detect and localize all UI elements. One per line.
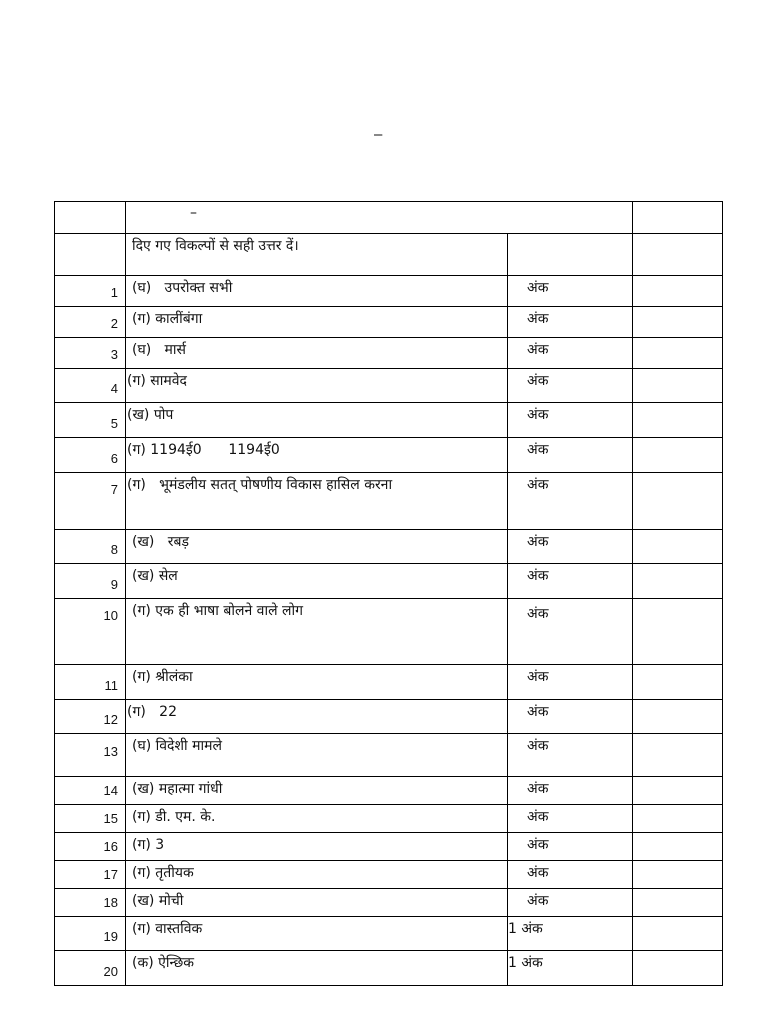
question-number: 3	[55, 338, 126, 369]
question-number: 7	[55, 473, 126, 530]
extra-cell	[633, 777, 723, 805]
table-row	[55, 700, 723, 734]
answer-text: (ग) तृतीयक	[126, 861, 508, 889]
question-number: 11	[55, 665, 126, 700]
extra-cell	[633, 889, 723, 917]
answer-text: (घ) मार्स	[126, 338, 508, 369]
marks-text: अंक	[508, 665, 633, 700]
marks-text: अंक	[508, 438, 633, 473]
marks-text: अंक	[508, 861, 633, 889]
question-number: 15	[55, 805, 126, 833]
table-row	[55, 599, 723, 665]
marks-text: 1 अंक	[508, 917, 633, 951]
table-row	[55, 438, 723, 473]
marks-text: अंक	[508, 369, 633, 403]
table-row	[55, 951, 723, 986]
answer-text: (ख) रबड़	[126, 530, 508, 564]
table-row	[55, 734, 723, 777]
answer-text: (ग) 1194ई0 1194ई0	[126, 438, 508, 473]
extra-cell	[633, 438, 723, 473]
marks-text: 1 अंक	[508, 951, 633, 986]
table-row	[55, 833, 723, 861]
question-number: 16	[55, 833, 126, 861]
table-row	[55, 276, 723, 307]
extra-cell	[633, 917, 723, 951]
marks-text: अंक	[508, 700, 633, 734]
answer-text: (ग) श्रीलंका	[126, 665, 508, 700]
marks-text: अंक	[508, 564, 633, 599]
extra-cell	[633, 403, 723, 438]
marks-text: अंक	[508, 833, 633, 861]
table-row	[55, 805, 723, 833]
page-dash: –	[374, 126, 383, 143]
answer-text: (ग) भूमंडलीय सतत् पोषणीय विकास हासिल करना	[126, 473, 508, 530]
marks-text: अंक	[508, 338, 633, 369]
table-row	[55, 473, 723, 530]
answer-text: (ग) सामवेद	[126, 369, 508, 403]
header-dash: –	[190, 205, 197, 221]
question-number: 1	[55, 276, 126, 307]
table-row	[55, 889, 723, 917]
answer-text: (ग) कालींबंगा	[126, 307, 508, 338]
question-number: 4	[55, 369, 126, 403]
extra-cell	[633, 861, 723, 889]
answer-key-table	[54, 201, 723, 986]
table-row	[55, 917, 723, 951]
extra-cell	[633, 951, 723, 986]
extra-cell	[633, 564, 723, 599]
table-row	[55, 530, 723, 564]
answer-text: (ग) 22	[126, 700, 508, 734]
answer-text: (ख) सेल	[126, 564, 508, 599]
answer-text: (क) ऐन्छिक	[126, 951, 508, 986]
marks-text: अंक	[508, 473, 633, 530]
question-number: 6	[55, 438, 126, 473]
question-number: 5	[55, 403, 126, 438]
table-row	[55, 564, 723, 599]
table-row	[55, 338, 723, 369]
answer-text: (ग) 3	[126, 833, 508, 861]
answer-text: (ग) वास्तविक	[126, 917, 508, 951]
marks-text: अंक	[508, 276, 633, 307]
question-number: 14	[55, 777, 126, 805]
marks-text: अंक	[508, 403, 633, 438]
extra-cell	[633, 338, 723, 369]
extra-cell	[633, 805, 723, 833]
header-extra-cell	[633, 202, 723, 234]
question-number: 18	[55, 889, 126, 917]
answer-text: (ग) डी. एम. के.	[126, 805, 508, 833]
question-number: 12	[55, 700, 126, 734]
answer-text: (ख) पोप	[126, 403, 508, 438]
table-row	[55, 403, 723, 438]
extra-cell	[633, 599, 723, 665]
extra-cell	[633, 473, 723, 530]
answer-text: (घ) उपरोक्त सभी	[126, 276, 508, 307]
table-row	[55, 307, 723, 338]
extra-cell	[633, 833, 723, 861]
question-number: 20	[55, 951, 126, 986]
answer-text: (घ) विदेशी मामले	[126, 734, 508, 777]
question-number: 10	[55, 599, 126, 665]
table-row	[55, 369, 723, 403]
question-number: 19	[55, 917, 126, 951]
instruction-text: दिए गए विकल्पों से सही उत्तर दें।	[126, 234, 508, 276]
answer-text: (ग) एक ही भाषा बोलने वाले लोग	[126, 599, 508, 665]
instruction-num-cell	[55, 234, 126, 276]
instruction-mark-cell	[508, 234, 633, 276]
marks-text: अंक	[508, 599, 633, 665]
question-number: 13	[55, 734, 126, 777]
extra-cell	[633, 665, 723, 700]
extra-cell	[633, 276, 723, 307]
answer-text: (ख) महात्मा गांधी	[126, 777, 508, 805]
extra-cell	[633, 369, 723, 403]
table-row	[55, 665, 723, 700]
header-title-cell	[126, 202, 633, 234]
marks-text: अंक	[508, 889, 633, 917]
question-number: 2	[55, 307, 126, 338]
marks-text: अंक	[508, 805, 633, 833]
header-row	[55, 202, 723, 234]
table-row	[55, 861, 723, 889]
instruction-row	[55, 234, 723, 276]
question-number: 8	[55, 530, 126, 564]
extra-cell	[633, 530, 723, 564]
extra-cell	[633, 734, 723, 777]
extra-cell	[633, 700, 723, 734]
header-num-cell	[55, 202, 126, 234]
marks-text: अंक	[508, 777, 633, 805]
marks-text: अंक	[508, 307, 633, 338]
instruction-extra-cell	[633, 234, 723, 276]
question-number: 9	[55, 564, 126, 599]
question-number: 17	[55, 861, 126, 889]
answer-text: (ख) मोची	[126, 889, 508, 917]
marks-text: अंक	[508, 734, 633, 777]
marks-text: अंक	[508, 530, 633, 564]
extra-cell	[633, 307, 723, 338]
table-row	[55, 777, 723, 805]
